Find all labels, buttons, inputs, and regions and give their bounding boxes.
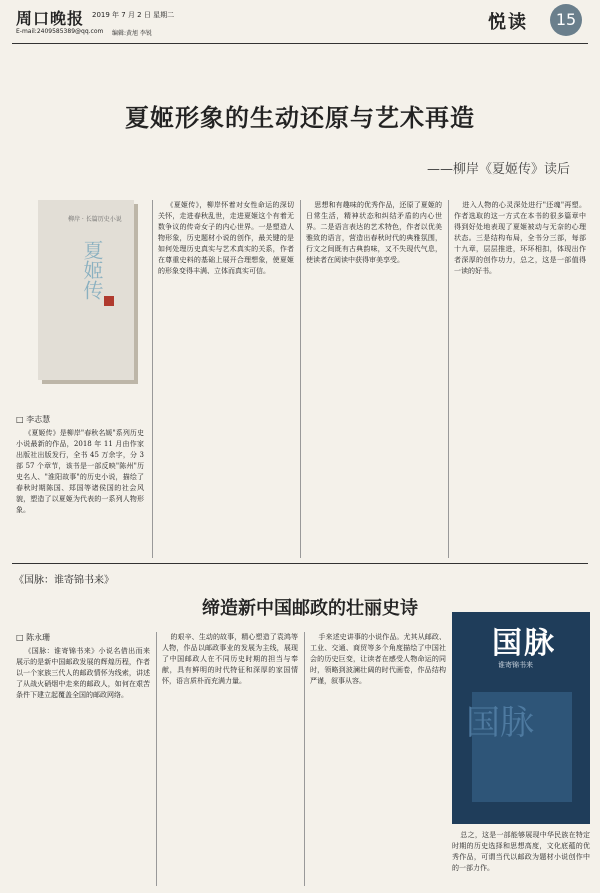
- article2-closing: [452, 830, 590, 888]
- header-rule: [12, 43, 588, 44]
- article1-column-4: [454, 200, 586, 558]
- article1-col4-text: 进入人物的心灵深处进行"还魂"再塑。作者选取的这一方式在本书的很多篇章中得到好处地表现了夏姬被动与无奈的心理状态。三是结构布局，全书分三部，每部十九章，层层推进，环环相扣，体现出作者深厚的创作功力，总之，这是一部值得一读的好书。: [454, 201, 586, 275]
- cover2-title: 国脉: [492, 626, 556, 661]
- cover2-calligraphy: 国脉: [466, 703, 534, 743]
- article2-author: □ 陈永珊: [16, 633, 51, 642]
- cover-title: 夏姬传: [80, 240, 104, 300]
- article1-subtitle: ——柳岸《夏姬传》读后: [426, 162, 570, 177]
- column-divider: [156, 632, 157, 886]
- editors: 编辑:黄旭 李锐: [112, 30, 152, 37]
- book-cover-xiaji: [38, 200, 134, 380]
- column-divider: [304, 632, 305, 886]
- book-cover-guomai: [452, 612, 590, 824]
- cover2-subtitle: 谁寄锦书来: [498, 661, 533, 669]
- column-divider: [448, 200, 449, 558]
- article1-column-3: [306, 200, 442, 558]
- article1-column-2: [158, 200, 294, 558]
- article2-tag: 《国脉：谁寄锦书来》: [14, 575, 114, 586]
- article2-column-2: [162, 632, 298, 886]
- page-number: 15: [550, 4, 582, 36]
- article2-col2-text: 的艰辛、生动的故事，精心塑造了袁鸿等人物，作品以邮政事业的发展为主线，展现了中国邮政人在不同历史时期的担当与奉献，具有鲜明的时代特征和深厚的家国情怀，语言质朴而充满力量。: [162, 633, 298, 685]
- article1-col3-text: 思想和有趣味的优秀作品，还原了夏姬的日常生活，精神状态和纠结矛盾的内心世界。二是语言表达的艺术特色，作者以优美雅致的语言，营造出春秋时代的典雅氛围，行文之间既有古典韵味，又不失现代气息，使读者在阅读中获得审美享受。: [306, 201, 442, 264]
- article2-col3-text: 手来述史讲事的小说作品。尤其从邮政、工业、交通、商贸等多个角度描绘了中国社会的历史巨变，让读者在感受人物命运的同时，领略到波澜壮阔的时代画卷，作品结构严谨，叙事从容。: [310, 633, 446, 685]
- column-divider: [152, 200, 153, 558]
- article2-title: 缔造新中国邮政的壮丽史诗: [202, 598, 418, 619]
- article1-title: 夏姬形象的生动还原与艺术再造: [125, 103, 475, 132]
- cover-seal-icon: [104, 296, 114, 306]
- article1-author: □ 李志慧: [16, 415, 51, 424]
- dateline: 2019 年 7 月 2 日 星期二: [92, 11, 175, 19]
- newspaper-logo: 周口晚报: [16, 9, 85, 28]
- cover-top-text: 柳岸 · 长篇历史小说: [68, 216, 122, 223]
- email: E-mail:2409585389@qq.com: [16, 28, 104, 35]
- masthead: [0, 0, 600, 42]
- article2-col1-text: 《国脉：谁寄锦书来》小说名借出而来展示的是新中国邮政发展的辉煌历程，作者以一个家族三代人的邮政情怀为线索，讲述了从战火硝烟中走来的邮政人，如何在艰苦条件下建立起覆盖全国的邮政网络。: [16, 647, 150, 699]
- section-rule: [12, 563, 588, 564]
- article2-column-1: [16, 646, 150, 886]
- section-title: 悦读: [488, 12, 528, 33]
- article2-column-3: [310, 632, 446, 886]
- article1-col1-text: 《夏姬传》是柳岸"春秋名媛"系列历史小说最新的作品，2018 年 11 月由作家出版社出版发行，全书 45 万余字，分 3 部 57 个章节，该书是一部反映"陈州"历史名人、"淮阳故事"的历史小说，描绘了春秋时期陈国、郑国等诸侯国的社会风貌，塑造了以夏姬为代表的一系列人物形象。: [16, 429, 144, 514]
- article1-col2-text: 《夏姬传》，柳岸怀着对女性命运的深切关怀，走进春秋乱世，走进夏姬这个有着无数争议的传奇女子的内心世界。一是塑造人物形象，历史题材小说的创作，最关键的是如何处理历史真实与艺术真实的关系，作者在尊重史料的基础上展开合理想象，使夏姬的形象变得丰满、立体而真实可信。: [158, 201, 294, 275]
- article1-column-1: [16, 428, 144, 558]
- column-divider: [300, 200, 301, 558]
- article2-closing-text: 总之，这是一部能够展现中华民族在特定时期的历史选择和思想高度，文化底蕴的优秀作品，可谓当代以邮政为题材小说创作中的一部力作。: [452, 831, 590, 872]
